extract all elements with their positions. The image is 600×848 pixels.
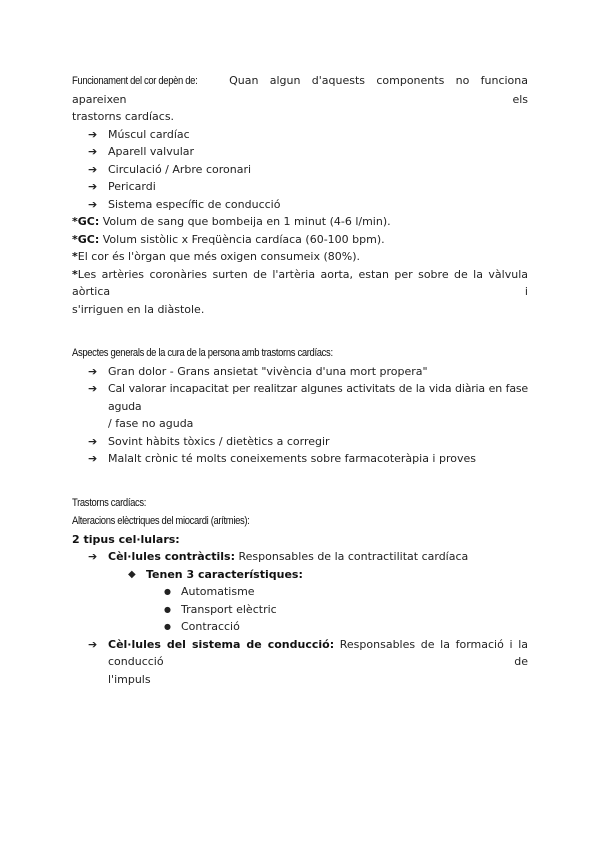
list-item: ➔ Aparell valvular: [72, 143, 528, 161]
arrow-right-icon: ➔: [88, 434, 98, 448]
diamond-bullet-icon: ◆: [128, 568, 136, 580]
paragraph-funcionament: [72, 72, 528, 108]
list-item: ➔ Circulació / Arbre coronari: [72, 161, 528, 179]
list-item: ● Contracció: [72, 618, 528, 636]
note-oxigen: *El cor és l'òrgan que més oxigen consumeix (80%).: [72, 250, 361, 263]
list-item: ● Automatisme: [72, 583, 528, 601]
dot-bullet-icon: ●: [164, 622, 171, 631]
text-funcionament-cont: trastorns cardíacs.: [72, 110, 175, 123]
arrow-right-icon: ➔: [88, 162, 98, 176]
list-item: ➔ Cal valorar incapacitat per realitzar algunes activitats de la vida diària en fase aguda / fase no aguda: [72, 380, 528, 433]
dot-bullet-icon: ●: [164, 587, 171, 596]
list-item: ➔ Cèl·lules contràctils: Responsables de la contractilitat cardíaca: [72, 548, 528, 566]
note-coronaries: *Les artèries coronàries surten de l'artèria aorta, estan per sobre de la vàlvula aòrtica i: [72, 267, 528, 298]
heading-trastorns: Trastorns cardíacs:: [72, 496, 147, 509]
list-item: ➔ Sistema específic de conducció: [72, 196, 528, 214]
text-funcionament: Quan algun d'aquests components no funciona apareixen els: [72, 74, 528, 106]
list-item: ● Transport elèctric: [72, 601, 528, 619]
arrow-right-icon: ➔: [88, 637, 98, 651]
note-gc-2: *GC: Volum sistòlic x Freqüència cardíaca (60-100 bpm).: [72, 232, 385, 246]
dot-bullet-icon: ●: [164, 604, 171, 614]
arrow-right-icon: ➔: [88, 145, 98, 158]
list-item: ➔ Sovint hàbits tòxics / dietètics a corregir: [72, 433, 528, 451]
note-gc-1: *GC: Volum de sang que bombeija en 1 minut (4-6 l/min).: [72, 215, 391, 228]
arrow-right-icon: ➔: [88, 452, 98, 465]
arrow-right-icon: ➔: [88, 127, 98, 141]
arrow-right-icon: ➔: [88, 364, 98, 378]
arrow-right-icon: ➔: [88, 180, 98, 193]
document-content: [72, 72, 528, 688]
list-item: ➔ Múscul cardíac: [72, 126, 528, 144]
note-coronaries-cont: s'irriguen en la diàstole.: [72, 302, 205, 316]
heading-alteracions: Alteracions elèctriques del miocardi (arítmies):: [72, 515, 250, 527]
arrow-right-icon: ➔: [88, 382, 98, 395]
heading-tipus: 2 tipus cel·lulars:: [72, 532, 180, 546]
list-item: ➔ Cèl·lules del sistema de conducció: Responsables de la formació i la conducció de l'impuls: [72, 636, 528, 689]
list-item: ➔ Gran dolor - Grans ansietat "vivència d'una mort propera": [72, 363, 528, 381]
heading-aspectes: Aspectes generals de la cura de la persona amb trastorns cardíacs:: [72, 347, 333, 359]
heading-funcionament: Funcionament del cor depèn de:: [72, 75, 198, 87]
list-item: ◆ Tenen 3 característiques:: [72, 566, 528, 584]
list-item: ➔ Malalt crònic té molts coneixements sobre farmacoteràpia i proves: [72, 450, 528, 468]
arrow-right-icon: ➔: [88, 197, 98, 211]
arrow-right-icon: ➔: [88, 550, 98, 563]
list-item: ➔ Pericardi: [72, 178, 528, 196]
